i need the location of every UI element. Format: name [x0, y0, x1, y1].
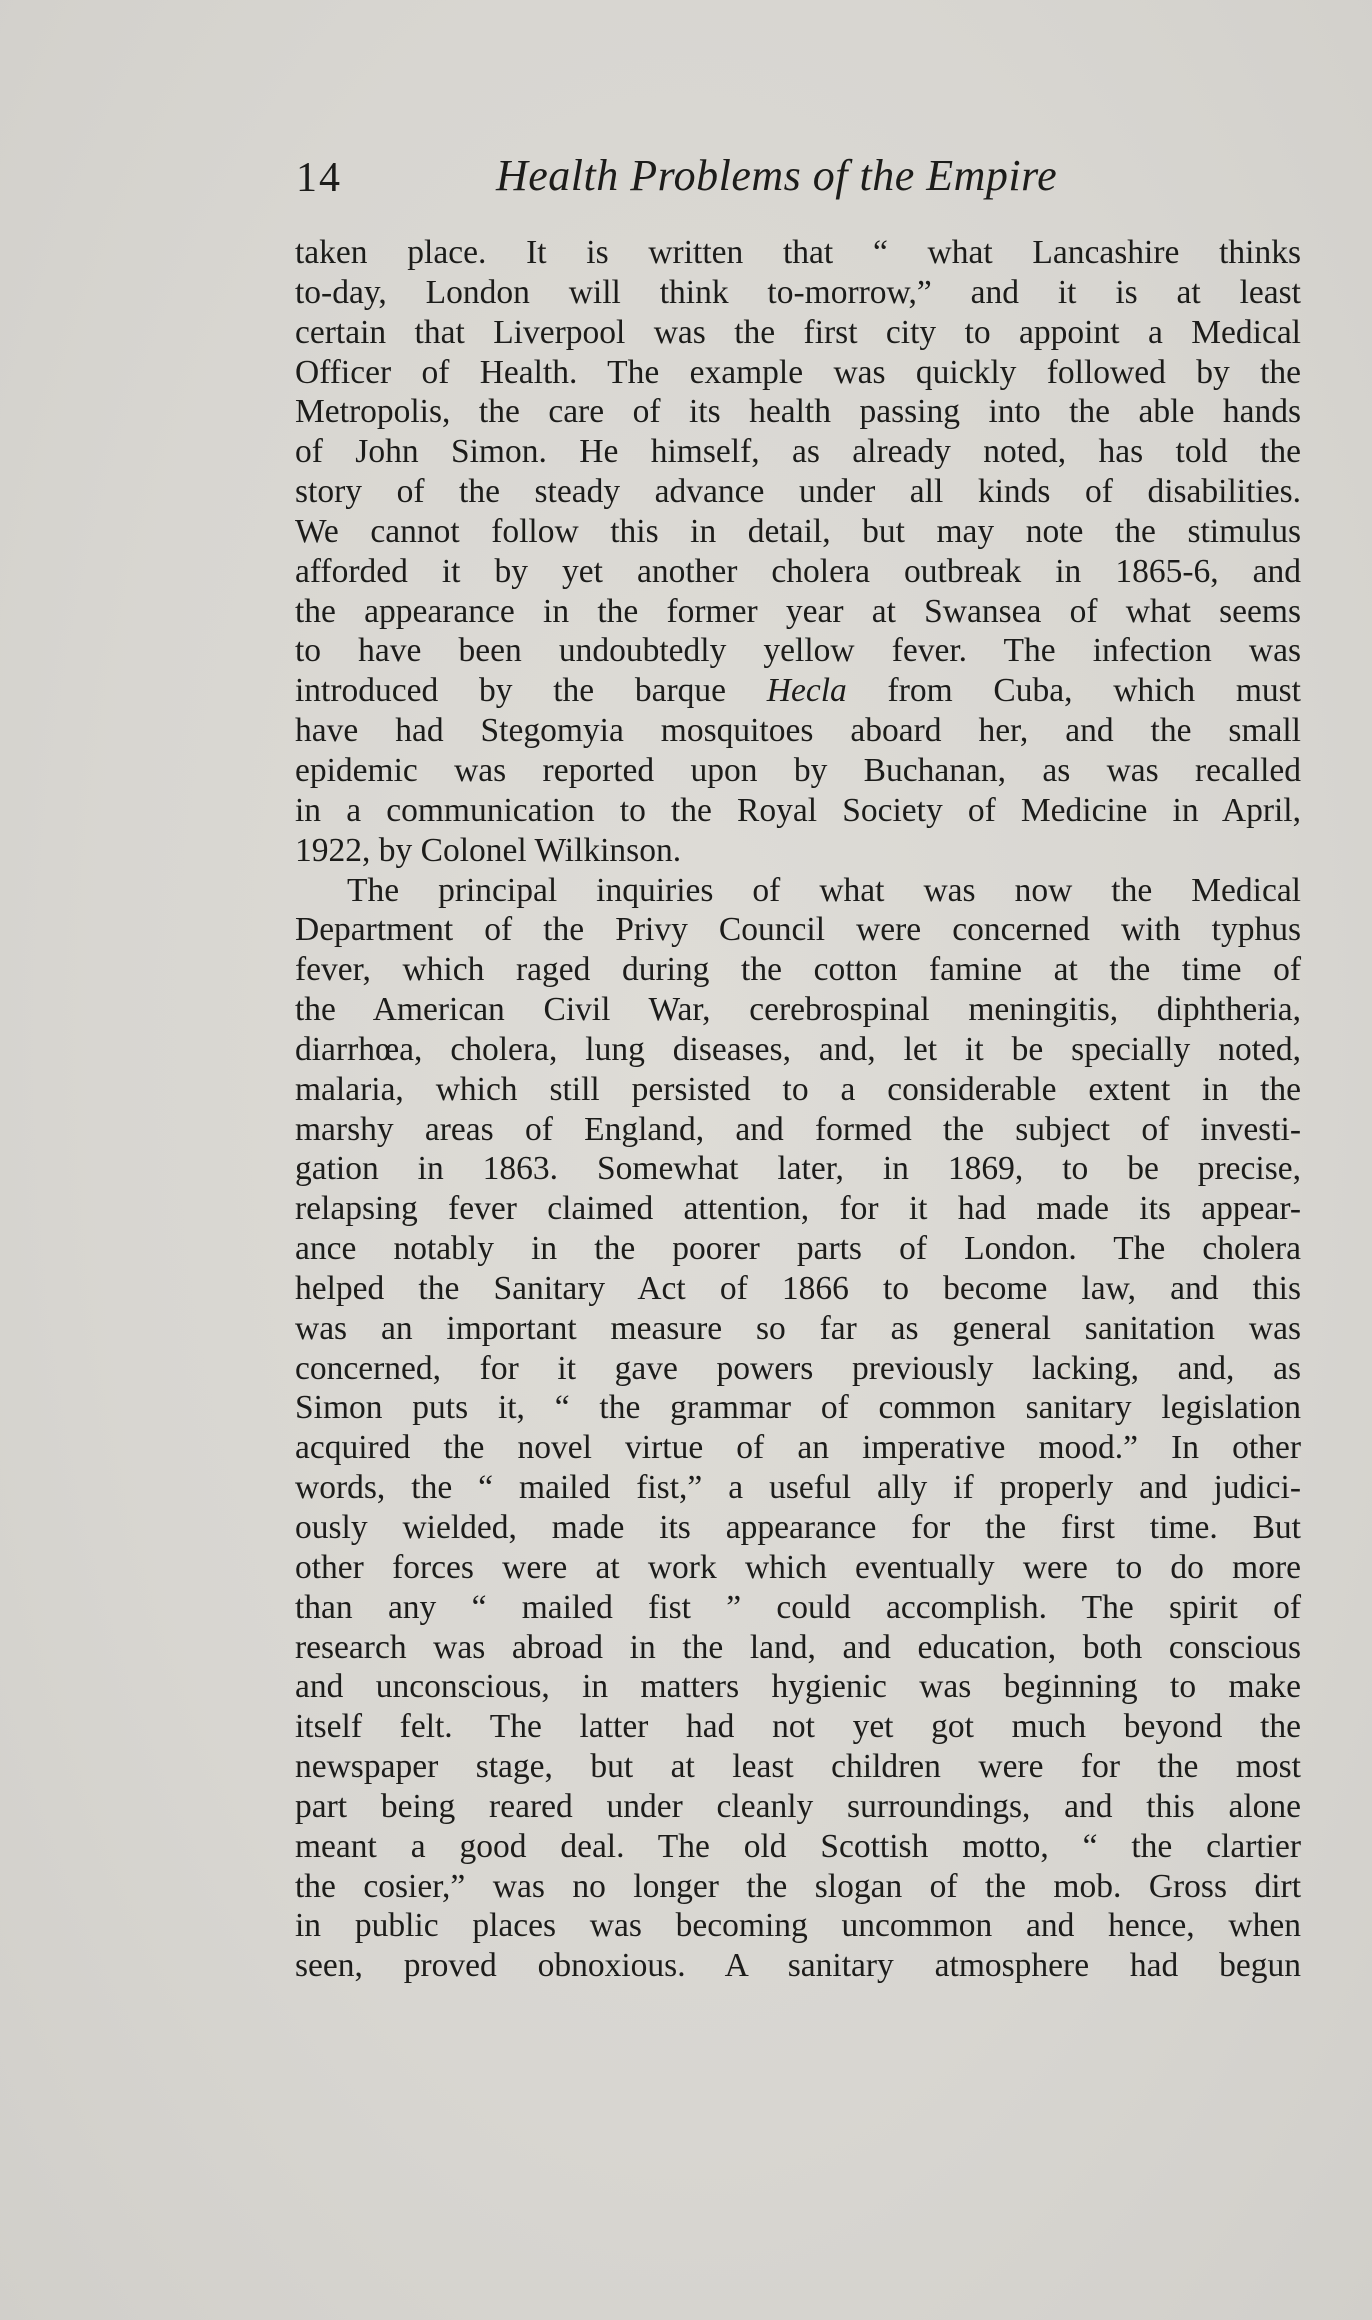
- body-text: [295, 233, 1301, 1986]
- text-line: malaria, which still persisted to a considerable extent in the: [295, 1070, 1301, 1108]
- text-line: ance notably in the poorer parts of London. The cholera: [295, 1230, 1301, 1268]
- text-line: We cannot follow this in detail, but may note the stimulus: [295, 512, 1301, 550]
- text-line: diarrhœa, cholera, lung diseases, and, let it be specially noted,: [295, 1030, 1301, 1068]
- paragraph-first-line: The principal inquiries of what was now the Medical: [347, 871, 1301, 909]
- text-line: certain that Liverpool was the first city to appoint a Medical: [295, 313, 1301, 351]
- text-line: marshy areas of England, and formed the subject of investi-: [295, 1110, 1301, 1148]
- text-line: of John Simon. He himself, as already noted, has told the: [295, 433, 1301, 471]
- text-segment: introduced by the barque: [295, 672, 767, 710]
- text-line: the cosier,” was no longer the slogan of the mob. Gross dirt: [295, 1867, 1301, 1905]
- text-line: the appearance in the former year at Swansea of what seems: [295, 592, 1301, 630]
- text-line: newspaper stage, but at least children were for the most: [295, 1748, 1301, 1786]
- text-line: relapsing fever claimed attention, for it had made its appear-: [295, 1190, 1301, 1228]
- text-line: Department of the Privy Council were concerned with typhus: [295, 911, 1301, 949]
- text-line: concerned, for it gave powers previously lacking, and, as: [295, 1349, 1301, 1387]
- text-line: in public places was becoming uncommon and hence, when: [295, 1907, 1301, 1945]
- text-line: story of the steady advance under all kinds of disabilities.: [295, 473, 1301, 511]
- text-line: meant a good deal. The old Scottish motto, “ the clartier: [295, 1827, 1301, 1865]
- text-line: helped the Sanitary Act of 1866 to become law, and this: [295, 1269, 1301, 1307]
- text-line: in a communication to the Royal Society of Medicine in April,: [295, 791, 1301, 829]
- text-line: itself felt. The latter had not yet got much beyond the: [295, 1708, 1301, 1746]
- text-line: acquired the novel virtue of an imperative mood.” In other: [295, 1429, 1301, 1467]
- text-line: than any “ mailed fist ” could accomplish. The spirit of: [295, 1588, 1301, 1626]
- text-line: taken place. It is written that “ what Lancashire thinks: [295, 234, 1301, 271]
- page-number: 14: [296, 155, 342, 201]
- text-line: ously wielded, made its appearance for the first time. But: [295, 1509, 1301, 1546]
- running-head: [296, 150, 1111, 210]
- text-line: seen, proved obnoxious. A sanitary atmosphere had begun: [295, 1947, 1301, 1985]
- text-line: 1922, by Colonel Wilkinson.: [295, 831, 682, 869]
- text-line: other forces were at work which eventually were to do more: [295, 1548, 1301, 1586]
- text-line: Metropolis, the care of its health passing into the able hands: [295, 393, 1301, 431]
- text-line: part being reared under cleanly surroundings, and this alone: [295, 1787, 1301, 1825]
- text-line: Officer of Health. The example was quickly followed by the: [295, 353, 1301, 391]
- text-line: fever, which raged during the cotton famine at the time of: [295, 951, 1301, 989]
- text-line: the American Civil War, cerebrospinal meningitis, diphtheria,: [295, 991, 1301, 1029]
- text-line: have had Stegomyia mosquitoes aboard her, and the small: [295, 712, 1301, 750]
- text-line: was an important measure so far as general sanitation was: [295, 1309, 1301, 1347]
- text-line: to-day, London will think to-morrow,” and it is at least: [295, 273, 1301, 311]
- text-line: afforded it by yet another cholera outbreak in 1865-6, and: [295, 552, 1301, 590]
- text-line: Simon puts it, “ the grammar of common sanitary legislation: [295, 1389, 1301, 1427]
- text-line: gation in 1863. Somewhat later, in 1869, to be precise,: [295, 1150, 1301, 1188]
- text-segment: from Cuba, which must: [846, 672, 1301, 710]
- text-line: and unconscious, in matters hygienic was beginning to make: [295, 1668, 1301, 1706]
- text-line: words, the “ mailed fist,” a useful ally if properly and judici-: [295, 1469, 1301, 1507]
- text-line: to have been undoubtedly yellow fever. The infection was: [295, 632, 1301, 670]
- text-line: [295, 671, 1301, 711]
- text-line: research was abroad in the land, and education, both conscious: [295, 1628, 1301, 1666]
- text-line: epidemic was reported upon by Buchanan, as was recalled: [295, 751, 1301, 789]
- ship-name: Hecla: [766, 672, 847, 710]
- running-title: Health Problems of the Empire: [496, 151, 1058, 200]
